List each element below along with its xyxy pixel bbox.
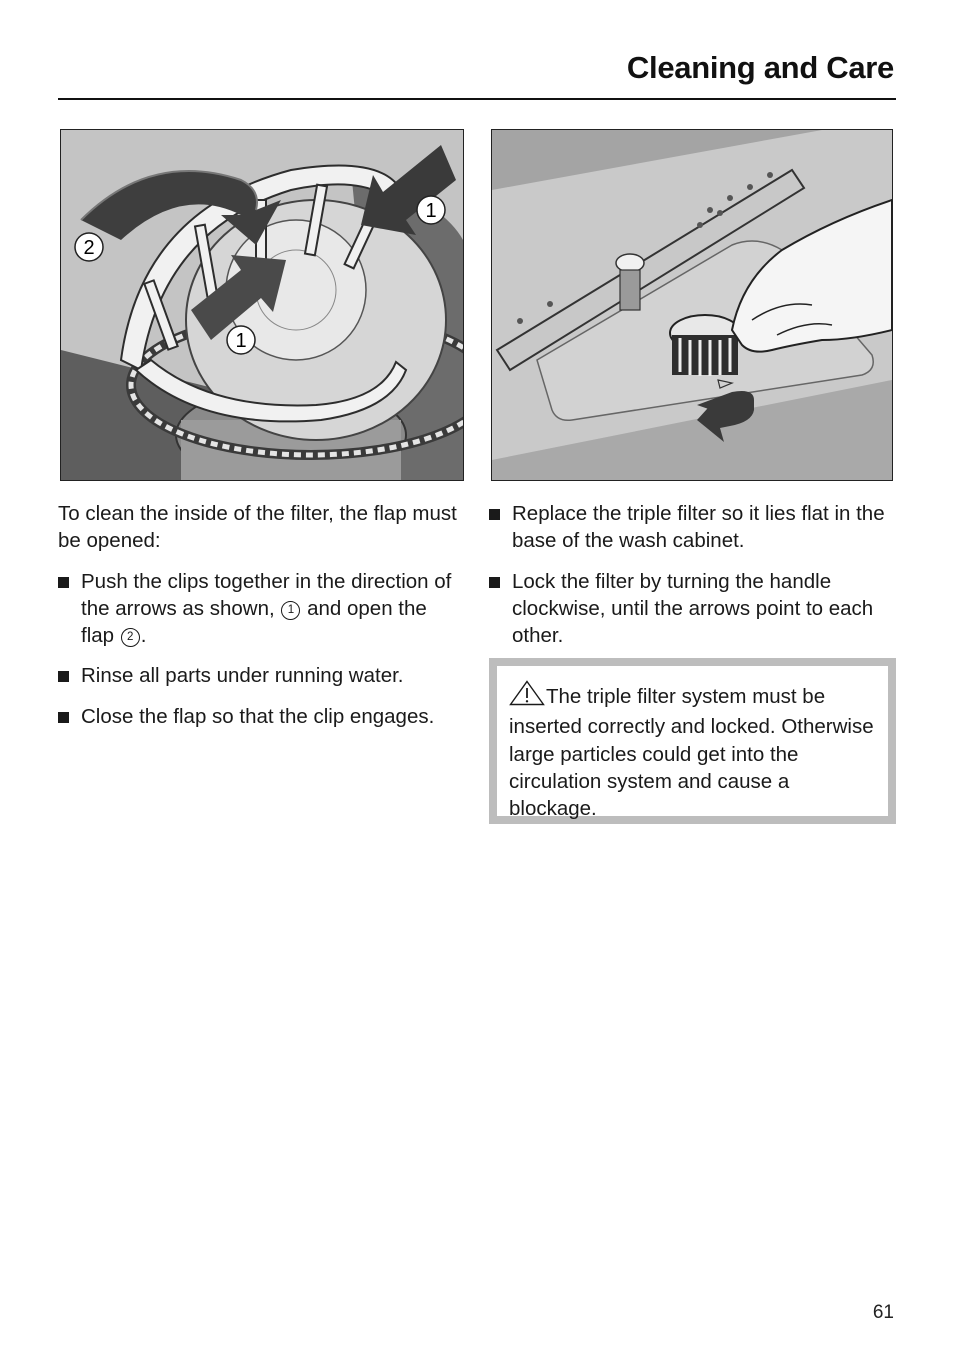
list-item-text: Lock the filter by turning the handle clockwise, until the arrows point to each other. [512, 569, 874, 648]
left-text-column [58, 500, 458, 743]
bullet-square-icon [489, 509, 500, 520]
right-instruction-list [489, 500, 899, 649]
list-item-text: Close the flap so that the clip engages. [81, 704, 435, 728]
warning-text: The triple filter system must be inserted correctly and locked. Otherwise large particles could get into the circulation system and cause a blockage. [509, 685, 874, 821]
bullet-square-icon [58, 577, 69, 588]
callout-1-lower [227, 326, 255, 354]
list-item [58, 703, 458, 730]
filter-lock-drawing [492, 130, 892, 480]
callout-1-lower-label: 1 [235, 330, 247, 352]
callout-2-label: 2 [83, 237, 95, 259]
list-item [489, 568, 899, 650]
list-item-text: Rinse all parts under running water. [81, 664, 404, 688]
bullet-square-icon [58, 671, 69, 682]
callout-1-upper-label: 1 [425, 200, 437, 222]
filter-flap-drawing [61, 130, 463, 480]
warning-triangle-icon [509, 680, 545, 713]
bullet-square-icon [58, 712, 69, 723]
list-item-text: Replace the triple filter so it lies flat in the base of the wash cabinet. [512, 502, 885, 553]
list-item [489, 500, 899, 555]
list-item [58, 662, 458, 689]
warning-box [489, 658, 896, 824]
list-item-text-b: and open the flap [81, 596, 427, 648]
page-title: Cleaning and Care [626, 50, 894, 85]
callout-2 [75, 233, 103, 261]
page-number: 61 [872, 1302, 894, 1323]
bullet-square-icon [489, 577, 500, 588]
filter-flap-illustration [60, 129, 464, 481]
left-instruction-list [58, 568, 458, 730]
filter-lock-illustration [491, 129, 893, 481]
circled-number-1: 1 [281, 601, 300, 620]
list-item-text-a: Push the clips together in the direction of the arrows as shown, [81, 569, 452, 620]
right-text-column [489, 500, 899, 662]
header-divider [58, 98, 896, 100]
intro-paragraph: To clean the inside of the filter, the flap must be opened: [58, 502, 457, 553]
list-item-text-c: . [140, 624, 147, 648]
callout-1-upper [417, 196, 445, 224]
list-item [58, 568, 458, 650]
circled-number-2: 2 [121, 628, 140, 647]
